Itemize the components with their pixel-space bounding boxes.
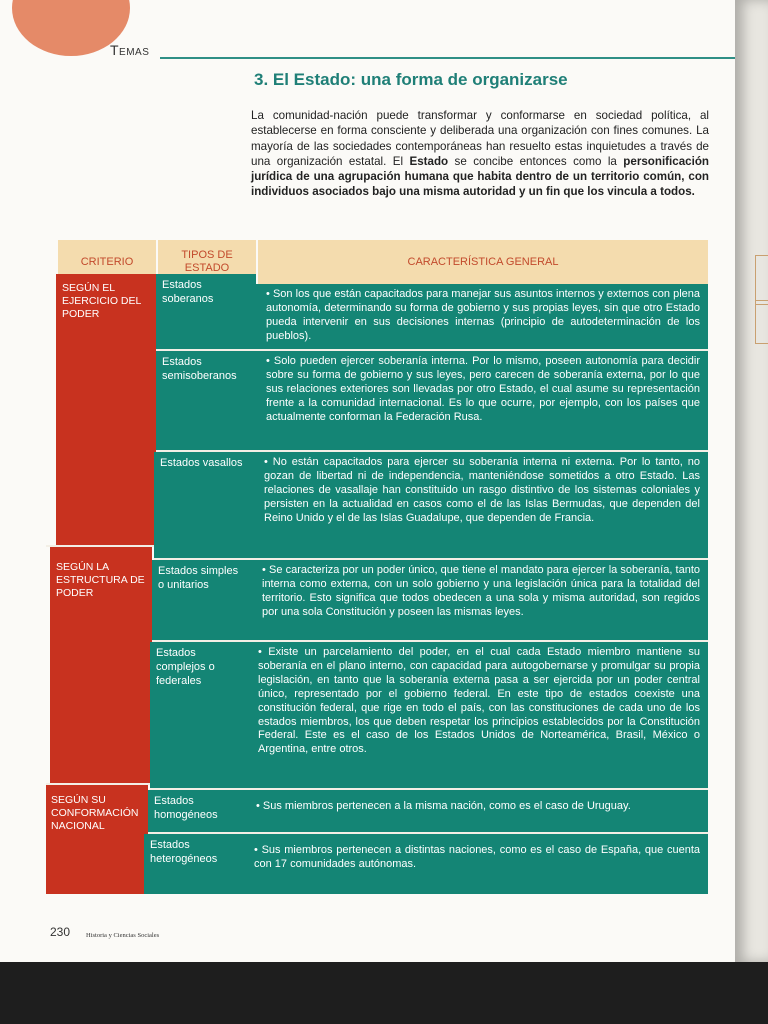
type-heterogeneos: Estados heterogéneos bbox=[144, 834, 244, 894]
book-title: Historia y Ciencias Sociales bbox=[86, 932, 160, 939]
facing-box-2 bbox=[755, 300, 768, 344]
facing-page-edge bbox=[735, 0, 768, 962]
intro-text-b: se concibe entonces como la bbox=[448, 154, 624, 168]
desc-soberanos: • Son los que están capacitados para manejar sus asuntos internos y externos con plena autonomía, determinando su forma de gobierno y sus propias leyes, sin que otro Estado pueda intervenir en sus decisiones internas (principio de autodeterminación de los pueblos). bbox=[256, 284, 708, 351]
section-label: Temas bbox=[110, 42, 150, 58]
desc-semisoberanos: • Solo pueden ejercer soberanía interna. Por lo mismo, poseen autonomía para decidir sobre su forma de gobierno y sus leyes, pero carecen de soberanía externa, por lo que sus relaciones exteriores son llevadas por otro Estado, el cual asume su representación frente a la comunidad internacional. Es lo que ocurre, por ejemplo, con los países que actualmente conforman la Federación Rusa. bbox=[256, 351, 708, 452]
intro-text-a: La comunidad-nación puede transformar y conformarse en sociedad política, al establecerse en forma consciente y deliberada una organización con fines comunes. La mayoría de las sociedades contemporáneas han resuelto estas inquietudes a través de una organización estatal. El bbox=[251, 109, 709, 168]
intro-paragraph bbox=[251, 108, 709, 200]
type-federales: Estados complejos o federales bbox=[150, 642, 248, 790]
page-number: 230 bbox=[50, 925, 71, 939]
criterion-label-3: SEGÚN SU CONFORMACIÓN NACIONAL bbox=[51, 794, 139, 832]
header-criterio: CRITERIO bbox=[58, 240, 156, 284]
facing-box-1 bbox=[755, 255, 768, 305]
intro-definition: personificación jurídica de una agrupación humana que habita dentro de un territorio común, con individuos asociados bajo una misma autoridad y un fin que los vincula a todos. bbox=[251, 154, 709, 199]
criterion-label-1: SEGÚN EL EJERCICIO DEL PODER bbox=[62, 282, 141, 320]
type-unitarios: Estados simples o unitarios bbox=[152, 560, 252, 642]
desc-heterogeneos: • Sus miembros pertenecen a distintas naciones, como es el caso de España, que cuenta con 17 comunidades autónomas. bbox=[244, 834, 708, 894]
desc-homogeneos: • Sus miembros pertenecen a la misma nación, como es el caso de Uruguay. bbox=[246, 790, 708, 834]
type-homogeneos: Estados homogéneos bbox=[148, 790, 246, 834]
scan-background bbox=[0, 962, 768, 1024]
desc-unitarios: • Se caracteriza por un poder único, que tiene el mandato para ejercer la soberanía, tanto interna como externa, con un solo gobierno y una legislación única para la totalidad del territorio. Esto significa que todos obedecen a una sola y misma autoridad, son regidos por una sola Constitución y poseen las mismas leyes. bbox=[252, 560, 708, 642]
intro-term: Estado bbox=[409, 154, 449, 168]
header-tipos: TIPOS DE ESTADO bbox=[158, 240, 256, 284]
header-caracteristica: CARACTERÍSTICA GENERAL bbox=[258, 240, 708, 284]
criterion-divider-1 bbox=[46, 545, 156, 547]
header-rule bbox=[160, 57, 735, 59]
desc-vasallos: • No están capacitados para ejercer su soberanía interna ni externa. Por lo tanto, no gozan de libertad ni de independencia, manteniéndose sometidos a otro Estado. Las relaciones de vasallaje han constituido un rasgo distintivo de los sistemas coloniales y persisten en la actualidad en casos como el de las Islas Bermudas, que dependen del Reino Unido y el de las Islas Guadalupe, que dependen de Francia. bbox=[254, 452, 708, 560]
type-vasallos: Estados vasallos bbox=[154, 452, 254, 560]
criterion-label-2: SEGÚN LA ESTRUCTURA DE PODER bbox=[56, 561, 145, 599]
type-soberanos: Estados soberanos bbox=[156, 274, 256, 351]
desc-federales: • Existe un parcelamiento del poder, en el cual cada Estado miembro mantiene su soberanía en el plano interno, con capacidad para autogobernarse y promulgar su propia legislación, en tanto que la soberanía externa pasa a ser ejercida por un poder central único, representado por el gobierno federal. En este tipo de estados coexiste una constitución federal, que rige en todo el país, con las constituciones de cada uno de los estados miembros, los que deben respetar los principios establecidos por la Constitución Federal. Este es el caso de los Estados Unidos de Norteamérica, Brasil, México o Argentina, entre otros. bbox=[248, 642, 708, 790]
type-semisoberanos: Estados semisoberanos bbox=[156, 351, 256, 452]
section-title: 3. El Estado: una forma de organizarse bbox=[254, 70, 568, 89]
criterion-divider-2 bbox=[46, 783, 156, 785]
